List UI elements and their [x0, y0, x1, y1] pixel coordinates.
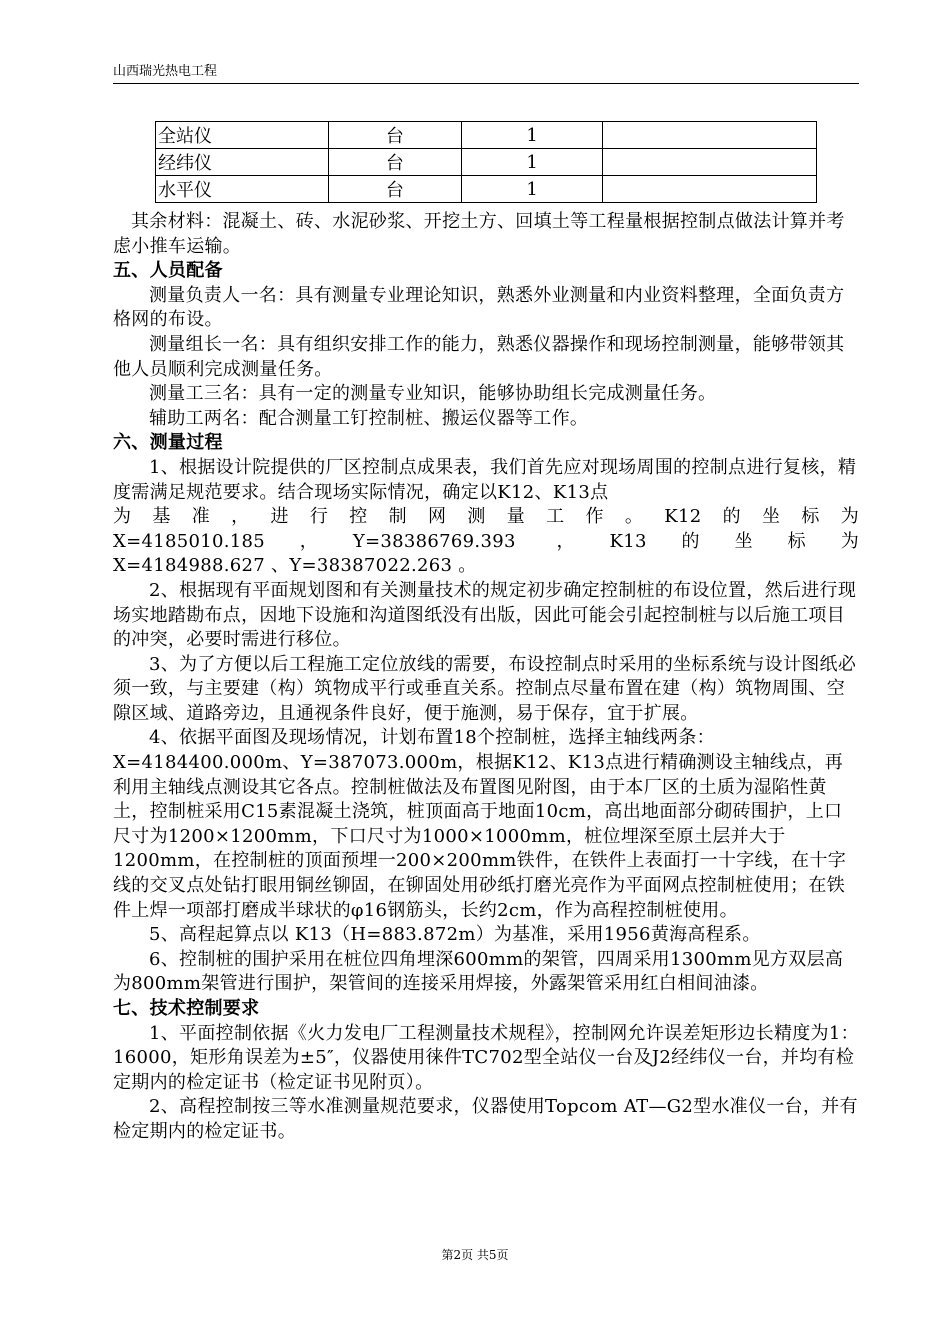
body-paragraph: 1、平面控制依据《火力发电厂工程测量技术规程》，控制网允许误差矩形边长精度为1：16000，矩形角误差为±5″，仪器使用徕件TC702型全站仪一台及J2经纬仪一台，并均有检定期内的检定证书（检定证书见附页）。: [113, 1022, 859, 1093]
materials-paragraph: 其余材料：混凝土、砖、水泥砂浆、开挖土方、回填土等工程量根据控制点做法计算并考虑小推车运输。: [113, 211, 845, 257]
body-paragraph: 3、为了方便以后工程施工定位放线的需要，布设控制点时采用的坐标系统与设计图纸必须一致，与主要建（构）筑物成平行或垂直关系。控制点尽量布置在建（构）筑物周围、空隙区域、道路旁边，且通视条件良好，便于施测，易于保存，宜于扩展。: [113, 653, 857, 724]
equipment-name: 全站仪: [156, 122, 329, 149]
body-paragraph: 测量工三名：具有一定的测量专业知识，能够协助组长完成测量任务。: [149, 383, 717, 405]
body-paragraph: 6、控制桩的围护采用在桩位四角埋深600mm的架管，四周采用1300mm见方双层高为800mm架管进行围护，架管间的连接采用焊接，外露架管采用红白相间油漆。: [113, 948, 844, 995]
equipment-note: [603, 149, 817, 176]
body-paragraph: 2、高程控制按三等水准测量规范要求，仪器使用Topcom AT—G2型水准仪一台，并有检定期内的检定证书。: [113, 1096, 858, 1142]
body-paragraph: 测量负责人一名：具有测量专业理论知识，熟悉外业测量和内业资料整理，全面负责方格网的布设。: [113, 284, 845, 331]
equipment-table: [155, 121, 817, 203]
page-footer: 第2页 共5页: [441, 1248, 509, 1262]
body-paragraph: 5、高程起算点以 K13（H=883.872m）为基准，采用1956黄海高程系。: [149, 924, 761, 946]
equipment-name: 经纬仪: [156, 149, 329, 176]
body-paragraph-line: 为基准，进行控制网测量工作。K12的坐标为: [113, 506, 859, 528]
section-heading: 七、技术控制要求: [113, 998, 260, 1019]
section-heading: 五、人员配备: [113, 260, 223, 282]
table-row: [156, 122, 817, 149]
equipment-note: [603, 176, 817, 203]
equipment-name: 水平仪: [156, 176, 329, 203]
body-paragraph: 2、根据现有平面规划图和有关测量技术的规定初步确定控制桩的布设位置，然后进行现场实地踏勘布点，因地下设施和沟道图纸没有出版，因此可能会引起控制桩与以后施工项目的冲突，必要时需进行移位。: [113, 579, 857, 651]
document-body: [113, 210, 859, 1145]
section-heading: 六、测量过程: [113, 432, 223, 454]
table-row: [156, 149, 817, 176]
equipment-unit: 台: [328, 149, 461, 176]
body-paragraph: 测量组长一名：具有组织安排工作的能力，熟悉仪器操作和现场控制测量，能够带领其他人员顺利完成测量任务。: [113, 333, 845, 380]
body-paragraph-line: X=4185010.185，Y=38386769.393 ，K13的坐标为: [113, 530, 859, 552]
equipment-qty: 1: [462, 149, 603, 176]
equipment-note: [603, 122, 817, 149]
equipment-qty: 1: [462, 122, 603, 149]
header-rule: [113, 83, 859, 84]
equipment-unit: 台: [328, 176, 461, 203]
table-row: [156, 176, 817, 203]
body-paragraph: 1、根据设计院提供的厂区控制点成果表，我们首先应对现场周围的控制点进行复核，精度需满足规范要求。结合现场实际情况，确定以K12、K13点: [113, 456, 857, 503]
body-paragraph: 4、依据平面图及现场情况，计划布置18个控制桩，选择主轴线两条：X=4184400.000m、Y=387073.000m，根据K12、K13点进行精确测设主轴线点，再利用主轴线点测设其它各点。控制桩做法及布置图见附图，由于本厂区的土质为湿陷性黄土，控制桩采用C15素混凝土浇筑，桩顶面高于地面10cm，高出地面部分砌砖围护，上口尺寸为1200×1200mm，下口尺寸为1000×1000mm，桩位埋深至原土层并大于1200mm，在控制桩的顶面预埋一200×200mm铁件，在铁件上表面打一十字线，在十字线的交叉点处钻打眼用铜丝铆固，在铆固处用砂纸打磨光亮作为平面网点控制桩使用；在铁件上焊一项部打磨成半球状的φ16钢筋头，长约2cm，作为高程控制桩使用。: [113, 727, 847, 921]
equipment-unit: 台: [328, 122, 461, 149]
body-paragraph-line: X=4184988.627 、Y=38387022.263 。: [113, 555, 477, 577]
page-header: 山西瑞光热电工程: [113, 64, 218, 79]
equipment-qty: 1: [462, 176, 603, 203]
body-paragraph: 辅助工两名：配合测量工钉控制桩、搬运仪器等工作。: [149, 407, 589, 429]
